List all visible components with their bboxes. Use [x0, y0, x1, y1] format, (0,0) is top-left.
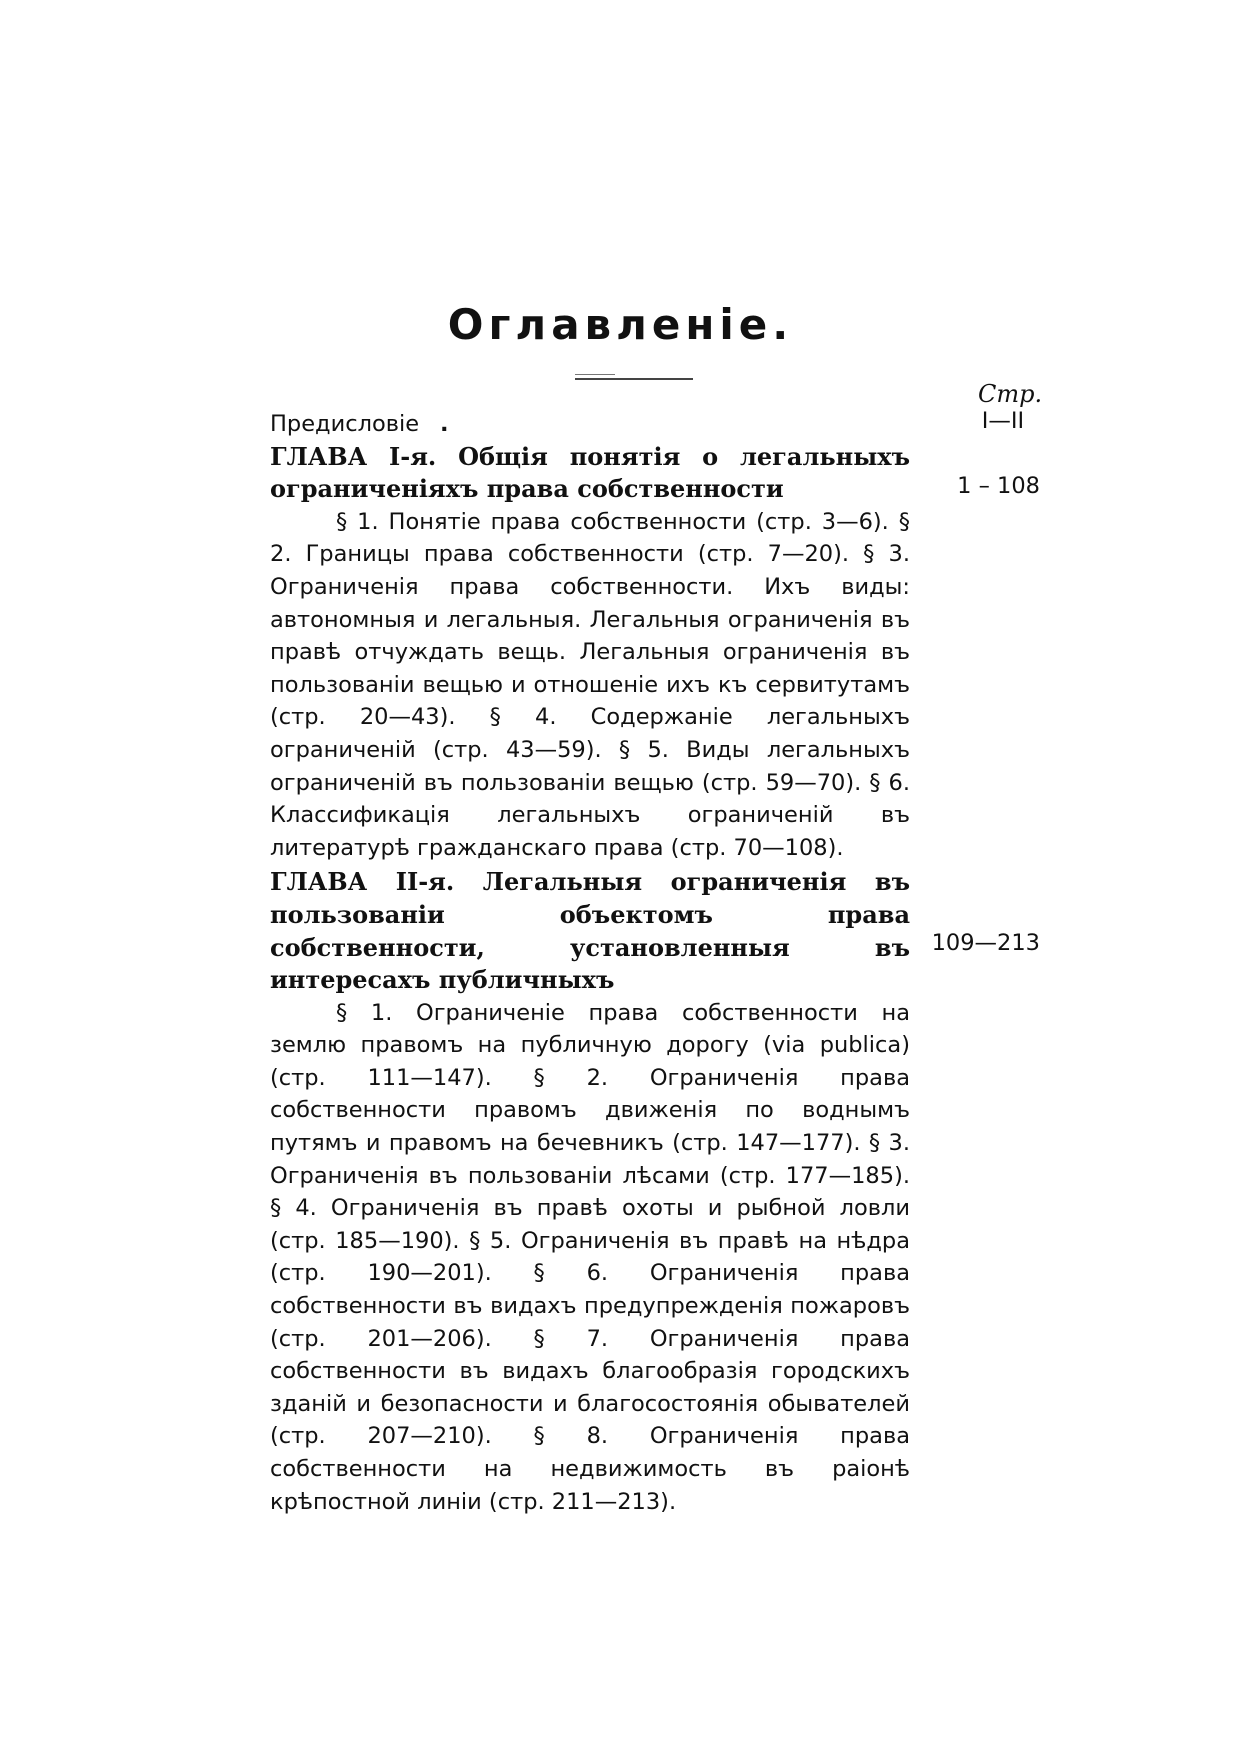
page-column-label: Стр. — [978, 380, 1043, 408]
preface-label: Предисловіе — [270, 411, 420, 437]
chapter-2-sections: § 1. Ограниченіе права собственности на землю правомъ на публичную дорогу (via publica) (стр. 111—147). § 2. Ограниченія права собственности правомъ движенія по воднымъ путямъ и правомъ на бечевникъ (стр. 147—177). § 3. Ограниченія въ пользованіи лѣсами (стр. 177—185). § 4. Ограниченія въ правѣ охоты и рыбной ловли (стр. 185—190). § 5. Ограниченія въ правѣ на нѣдра (стр. 190—201). § 6. Ограниченія права собственности въ видахъ предупрежденія пожаровъ (стр. 201—206). § 7. Ограниченія права собственности въ видахъ благообразія городскихъ зданій и безопасности и благосостоянія обывателей (стр. 207—210). § 8. Ограниченія права собственности на недвижимость въ раіонѣ крѣпостной линіи (стр. 211—213). — [270, 999, 910, 1515]
chapter-1-sections: § 1. Понятіе права собственности (стр. 3—6). § 2. Границы права собственности (стр. 7—20). § 3. Ограниченія права собственности. Ихъ виды: автономныя и легальныя. Легальныя ограниченія въ правѣ отчуждать вещь. Легальныя ограниченія въ пользованіи вещью и отношеніе ихъ къ сервитутамъ (стр. 20—43). § 4. Содержаніе легальныхъ ограниченій (стр. 43—59). § 5. Виды легальныхъ ограниченій въ пользованіи вещью (стр. 59—70). § 6. Классификація легальныхъ ограниченій въ литературѣ гражданскаго права (стр. 70—108). — [270, 508, 910, 861]
chapter-2-pages: 109—213 — [931, 930, 1040, 956]
preface-leader: . — [440, 411, 449, 437]
preface-pages: I—II — [981, 408, 1025, 434]
page-title: Оглавленіе. — [447, 300, 794, 349]
title-divider — [575, 378, 693, 380]
title-ornament — [575, 374, 615, 375]
chapter-2-heading: ГЛАВА II-я. Легальныя ограниченія въ пользованіи объектомъ права собственности, установленныя въ интересахъ публичныхъ — [270, 867, 910, 995]
chapter-1-pages: 1 – 108 — [957, 473, 1040, 499]
chapter-1-heading: ГЛАВА I-я. Общія понятія о легальныхъ ограниченіяхъ права собственности — [270, 441, 910, 504]
table-of-contents — [270, 408, 910, 1518]
toc-entry-preface — [270, 408, 910, 441]
